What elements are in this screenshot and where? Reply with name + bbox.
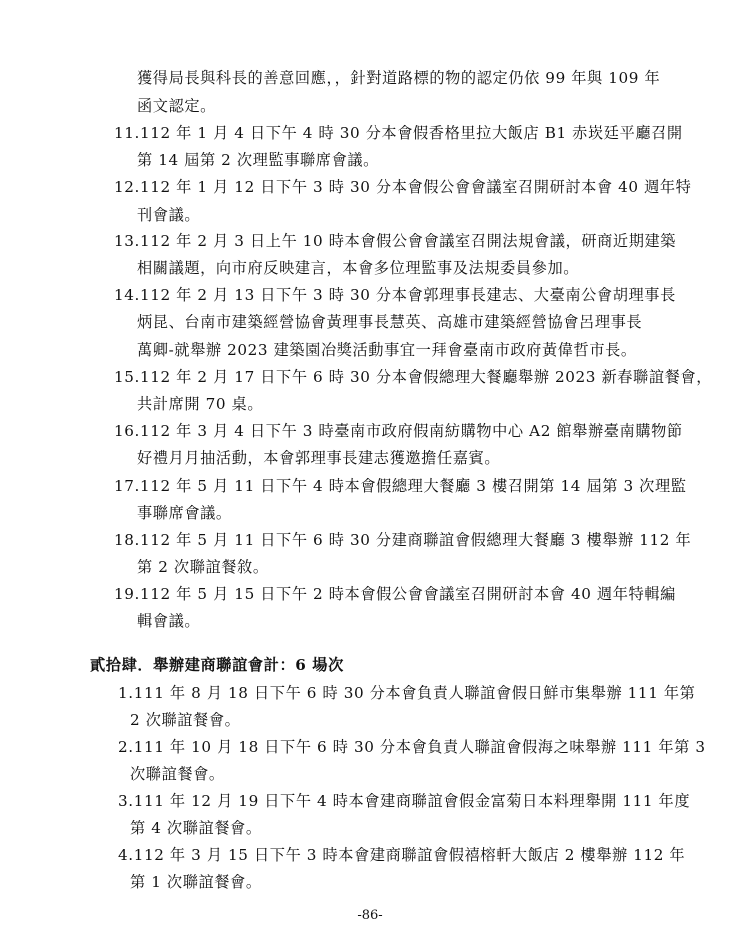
- item-number: 19.: [114, 585, 140, 603]
- item-text-continued: 刊會議。: [137, 206, 201, 224]
- item-text-continued: 好禮月月抽活動，本會郭理事長建志獲邀擔任嘉賓。: [137, 449, 501, 467]
- item-number: 2.: [118, 738, 134, 756]
- text-line: 函文認定。: [137, 97, 216, 115]
- list-item: [114, 421, 683, 441]
- item-text: 112 年 2 月 13 日下午 3 時 30 分本會郭理事長建志、大臺南公會胡理事長: [139, 286, 676, 304]
- section-heading: 貳拾肆．舉辦建商聯誼會計：6 場次: [90, 656, 344, 674]
- list-item: [114, 584, 676, 604]
- item-text: 111 年 8 月 18 日下午 6 時 30 分本會負責人聯誼會假日鮮市集舉辦 111 年第: [133, 684, 696, 702]
- list-item: [114, 530, 691, 550]
- item-number: 15.: [114, 368, 140, 386]
- item-text-continued: 第 1 次聯誼餐會。: [130, 873, 262, 891]
- item-text-continued: 輯會議。: [137, 612, 201, 630]
- item-text: 112 年 1 月 4 日下午 4 時 30 分本會假香格里拉大飯店 B1 赤崁廷平廳召開: [139, 124, 683, 142]
- item-text-continued: 共計席開 70 桌。: [137, 395, 264, 413]
- list-item: [114, 367, 712, 387]
- item-number: 18.: [114, 531, 140, 549]
- item-number: 12.: [114, 178, 140, 196]
- item-text: 112 年 3 月 15 日下午 3 時本會建商聯誼會假禧榕軒大飯店 2 樓舉辦 112 年: [133, 846, 686, 864]
- item-number: 17.: [114, 477, 140, 495]
- item-text: 111 年 12 月 19 日下午 4 時本會建商聯誼會假金富菊日本料理舉開 111 年度: [133, 792, 691, 810]
- list-item: [114, 231, 676, 251]
- item-text-continued: 萬卿-就舉辦 2023 建築園冶獎活動事宜一拜會臺南市政府黃偉哲市長。: [137, 341, 637, 359]
- list-item: [118, 737, 706, 757]
- list-item: [114, 285, 676, 305]
- item-number: 11.: [114, 124, 140, 142]
- item-text-continued: 次聯誼餐會。: [130, 765, 225, 783]
- item-number: 4.: [118, 846, 134, 864]
- item-text-continued: 第 14 屆第 2 次理監事聯席會議。: [137, 151, 379, 169]
- list-item: [118, 845, 685, 865]
- item-text: 112 年 1 月 12 日下午 3 時 30 分本會假公會會議室召開研討本會 40 週年特: [139, 178, 692, 196]
- item-number: 16.: [114, 422, 140, 440]
- item-text-continued: 相關議題，向市府反映建言，本會多位理監事及法規委員參加。: [137, 259, 580, 277]
- item-text: 112 年 2 月 17 日下午 6 時 30 分本會假總理大餐廳舉辦 2023 新春聯誼餐會，: [139, 368, 712, 386]
- list-item: [114, 123, 683, 143]
- list-item: [114, 177, 691, 197]
- item-text-continued: 炳昆、台南市建築經營協會黃理事長慧英、高雄市建築經營協會呂理事長: [137, 313, 643, 331]
- item-text: 111 年 10 月 18 日下午 6 時 30 分本會負責人聯誼會假海之味舉辦 111 年第 3: [133, 738, 706, 756]
- item-text: 112 年 5 月 15 日下午 2 時本會假公會會議室召開研討本會 40 週年特輯編: [139, 585, 676, 603]
- item-text: 112 年 2 月 3 日上午 10 時本會假公會會議室召開法規會議，研商近期建築: [139, 232, 677, 250]
- item-text-continued: 事聯席會議。: [137, 504, 232, 522]
- list-item: [118, 683, 695, 703]
- item-text-continued: 第 4 次聯誼餐會。: [130, 819, 262, 837]
- item-number: 13.: [114, 232, 140, 250]
- list-item: [114, 476, 687, 496]
- item-text: 112 年 5 月 11 日下午 6 時 30 分建商聯誼會假總理大餐廳 3 樓舉辦 112 年: [139, 531, 692, 549]
- item-text: 112 年 3 月 4 日下午 3 時臺南市政府假南紡購物中心 A2 館舉辦臺南購物節: [139, 422, 683, 440]
- item-text-continued: 2 次聯誼餐會。: [130, 711, 241, 729]
- item-number: 3.: [118, 792, 134, 810]
- text-line: 獲得局長與科長的善意回應，，針對道路標的物的認定仍依 99 年與 109 年: [137, 69, 661, 87]
- item-text: 112 年 5 月 11 日下午 4 時本會假總理大餐廳 3 樓召開第 14 屆第 3 次理監: [139, 477, 687, 495]
- page-number: -86-: [357, 908, 383, 923]
- item-number: 14.: [114, 286, 140, 304]
- item-number: 1.: [118, 684, 134, 702]
- list-item: [118, 791, 690, 811]
- item-text-continued: 第 2 次聯誼餐敘。: [137, 558, 269, 576]
